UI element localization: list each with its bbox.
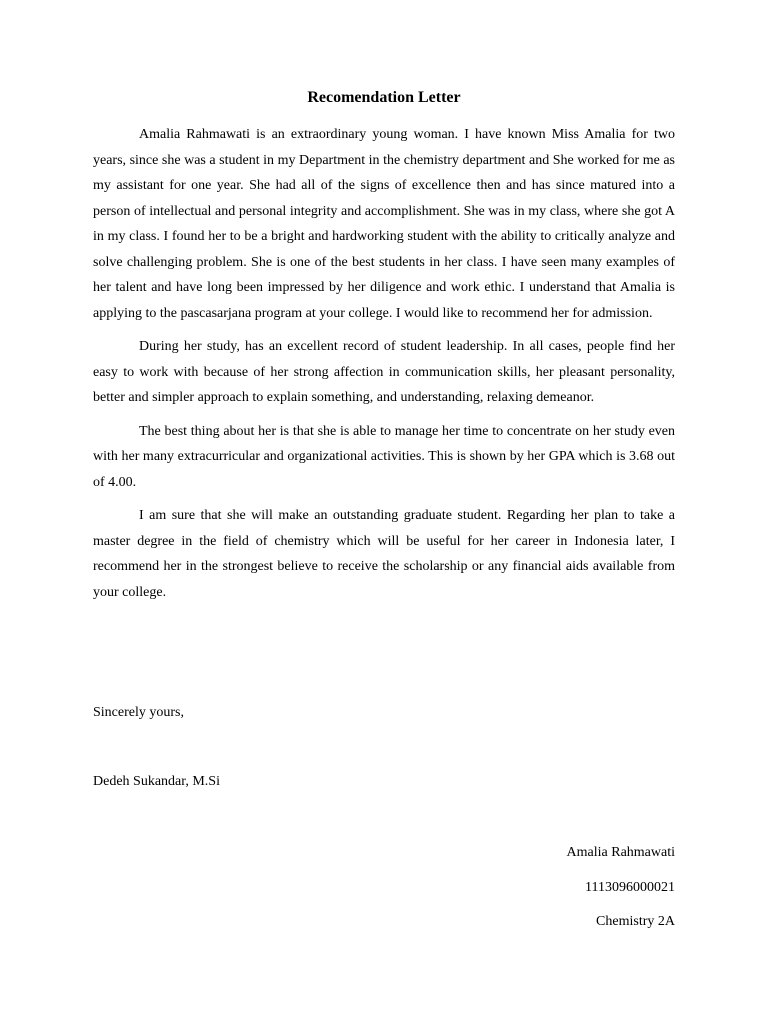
- closing-salutation: Sincerely yours,: [93, 705, 184, 720]
- student-name: Amalia Rahmawati: [566, 845, 675, 860]
- paragraph-3: The best thing about her is that she is able to manage her time to concentrate on her study even with her many extracurricular and organizational activities. This is shown by her GPA which is 3.68 out of 4.00.: [93, 423, 675, 490]
- student-id-number: 1113096000021: [585, 880, 675, 895]
- paragraph-1: Amalia Rahmawati is an extraordinary young woman. I have known Miss Amalia for two years, since she was a student in my Department in the chemistry department and She worked for me as my assistant for one year. She had all of the signs of excellence then and has since matured into a person of intellectual and personal integrity and accomplishment. She was in my class, where she got A in my class. I found her to be a bright and hardworking student with the ability to critically analyze and solve challenging problem. She is one of the best students in her class. I have seen many examples of her talent and have long been impressed by her diligence and work ethic. I understand that Amalia is applying to the pascasarjana program at your college. I would like to recommend her for admission.: [93, 127, 675, 321]
- letter-body: [93, 122, 675, 613]
- paragraph-2: During her study, has an excellent record of student leadership. In all cases, people find her easy to work with because of her strong affection in communication skills, her pleasant personality, better and simpler approach to explain something, and understanding, relaxing demeanor.: [93, 339, 675, 405]
- paragraph-4: I am sure that she will make an outstanding graduate student. Regarding her plan to take a master degree in the field of chemistry which will be useful for her career in Indonesia later, I recommend her in the strongest believe to receive the scholarship or any financial aids available from your college.: [93, 508, 675, 600]
- signer-name: Dedeh Sukandar, M.Si: [93, 774, 220, 789]
- student-class: Chemistry 2A: [596, 914, 675, 929]
- letter-title: Recomendation Letter: [307, 89, 461, 106]
